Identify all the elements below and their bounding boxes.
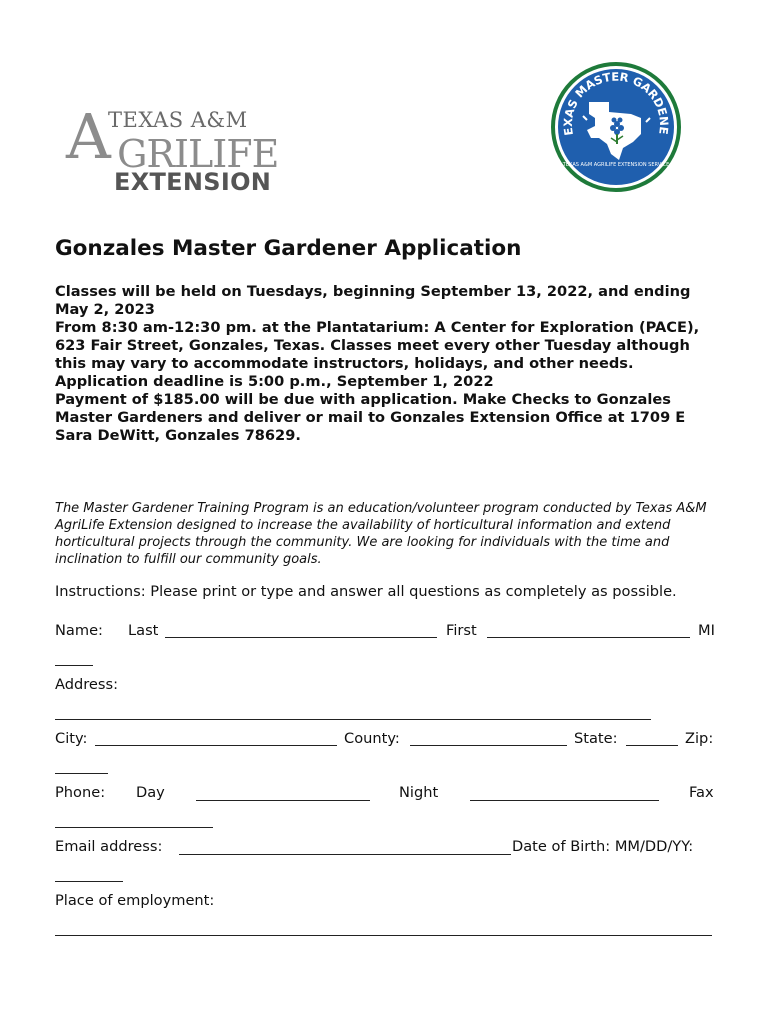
state-field[interactable]	[626, 745, 678, 746]
last-name-label: Last	[128, 622, 159, 639]
dob-label: Date of Birth: MM/DD/YY:	[512, 838, 694, 855]
application-deadline: Application deadline is 5:00 p.m., September 1, 2022	[55, 373, 494, 390]
mi-field[interactable]	[55, 665, 93, 666]
first-name-label: First	[446, 622, 477, 639]
dob-field[interactable]	[55, 881, 123, 882]
logo-line-2: GRILIFE	[106, 132, 279, 176]
class-address: 623 Fair Street, Gonzales, Texas. Classes meet every other Tuesday although this may vary to accommodate instructors, holidays, and other needs.	[55, 337, 690, 372]
logo-line-1: TEXAS A&M	[108, 108, 248, 132]
address-field[interactable]	[55, 719, 651, 720]
night-phone-field[interactable]	[470, 800, 659, 801]
night-phone-label: Night	[399, 784, 439, 801]
agrilife-extension-logo: A TEXAS A&M GRILIFE EXTENSION	[66, 100, 279, 196]
city-label: City:	[55, 730, 88, 747]
class-details	[55, 283, 725, 445]
class-schedule: Classes will be held on Tuesdays, beginning September 13, 2022, and ending May 2, 2023	[55, 283, 691, 318]
last-name-field[interactable]	[165, 637, 437, 638]
state-label: State:	[574, 730, 618, 747]
zip-label: Zip:	[685, 730, 714, 747]
day-phone-label: Day	[136, 784, 165, 801]
name-label: Name:	[55, 622, 103, 639]
svg-text:TEXAS MASTER GARDENER: EXAS MASTER GARDENE	[560, 69, 672, 137]
first-name-field[interactable]	[487, 637, 690, 638]
svg-text:TEXAS A&M AGRILIFE EXTENSION S: TEXAS A&M AGRILIFE EXTENSION SERVICE	[562, 162, 670, 168]
email-field[interactable]	[179, 854, 511, 855]
zip-field[interactable]	[55, 773, 108, 774]
county-label: County:	[344, 730, 400, 747]
instructions: Instructions: Please print or type and answer all questions as completely as possible.	[55, 583, 677, 600]
logo-line-3: EXTENSION	[114, 168, 272, 196]
employment-field[interactable]	[55, 935, 712, 936]
fax-field[interactable]	[55, 827, 213, 828]
email-label: Email address:	[55, 838, 163, 855]
program-description: The Master Gardener Training Program is an education/volunteer program conducted by Texas A&M AgriLife Extension designed to increase the availability of horticultural information and extend horticultural projects through the community. We are looking for individuals with the time and inclination to fulfill our community goals.	[55, 501, 707, 567]
class-time-location: From 8:30 am-12:30 pm. at the Plantatarium: A Center for Exploration (PACE),	[55, 319, 700, 336]
payment-info: Payment of $185.00 will be due with application. Make Checks to Gonzales Master Gardeners and deliver or mail to Gonzales Extension Office at 1709 E Sara DeWitt, Gonzales 78629.	[55, 391, 686, 444]
address-label: Address:	[55, 676, 119, 693]
employment-label: Place of employment:	[55, 892, 215, 909]
fax-label: Fax	[689, 784, 714, 801]
city-field[interactable]	[95, 745, 337, 746]
page-title: Gonzales Master Gardener Application	[55, 236, 522, 261]
phone-label: Phone:	[55, 784, 106, 801]
mi-label: MI	[698, 622, 715, 639]
day-phone-field[interactable]	[196, 800, 370, 801]
county-field[interactable]	[410, 745, 567, 746]
texas-master-gardener-seal	[551, 62, 681, 192]
